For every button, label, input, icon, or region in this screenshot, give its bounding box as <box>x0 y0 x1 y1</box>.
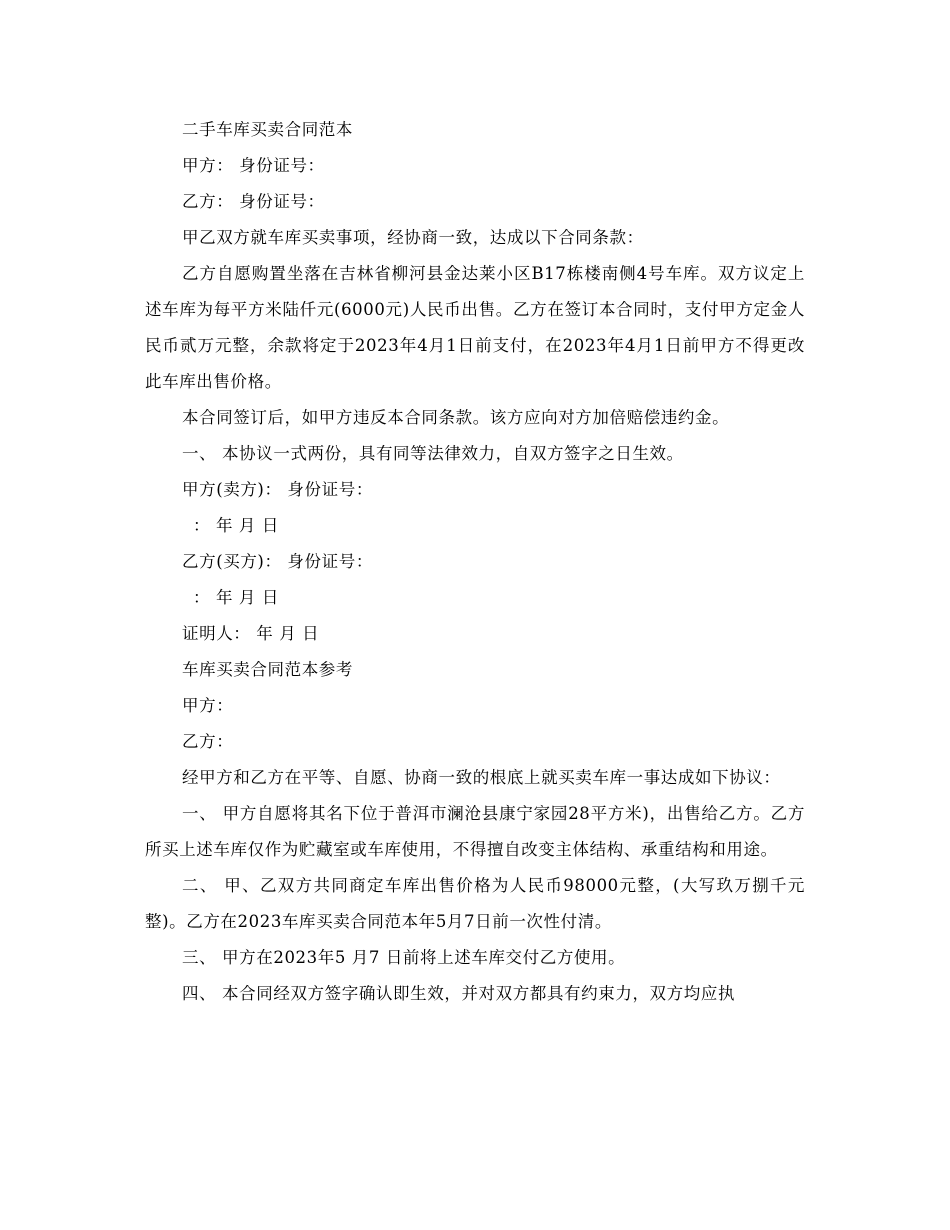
document-page <box>145 112 805 1012</box>
clause-2: 二、 甲、乙双方共同商定车库出售价格为人民币98000元整，(大写玖万捌千元整)。乙方在2023车库买卖合同范本年5月7日前一次性付清。 <box>145 876 805 931</box>
breach-clause: 本合同签订后，如甲方违反本合同条款。该方应向对方加倍赔偿违约金。 <box>182 408 730 427</box>
document-title: 二手车库买卖合同范本 <box>182 120 353 139</box>
clause-1: 一、 甲方自愿将其名下位于普洱市澜沧县康宁家园28平方米)，出售给乙方。乙方所买上述车库仅作为贮藏室或车库使用，不得擅自改变主体结构、承重结构和用途。 <box>145 804 805 859</box>
witness-line: 证明人： 年 月 日 <box>182 624 320 643</box>
party-a-line: 甲方： 身份证号： <box>182 156 325 175</box>
party-b-line: 乙方： 身份证号： <box>182 192 325 211</box>
buyer-signature-line: 乙方(买方)： 身份证号： <box>182 552 373 571</box>
party-a-label: 甲方： <box>182 696 234 715</box>
party-b-label: 乙方： <box>182 732 234 751</box>
purchase-clause: 乙方自愿购置坐落在吉林省柳河县金达莱小区B17栋楼南侧4号车库。双方议定上述车库为每平方米陆仟元(6000元)人民币出售。乙方在签订本合同时，支付甲方定金人民币贰万元整，余款将定于2023年4月1日前支付，在2023年4月1日前甲方不得更改此车库出售价格。 <box>145 264 805 391</box>
copies-clause: 一、 本协议一式两份，具有同等法律效力，自双方签字之日生效。 <box>182 444 684 463</box>
agreement-intro: 甲乙双方就车库买卖事项，经协商一致，达成以下合同条款： <box>182 228 644 247</box>
seller-date-line: ： 年 月 日 <box>193 516 279 535</box>
buyer-date-line: ： 年 月 日 <box>193 588 279 607</box>
clause-3: 三、 甲方在2023年5 月7 日前将上述车库交付乙方使用。 <box>182 948 626 967</box>
agreement-preamble: 经甲方和乙方在平等、自愿、协商一致的根底上就买卖车库一事达成如下协议： <box>182 768 781 787</box>
section-title-reference: 车库买卖合同范本参考 <box>182 660 353 679</box>
seller-signature-line: 甲方(卖方)： 身份证号： <box>182 480 373 499</box>
clause-4: 四、 本合同经双方签字确认即生效，并对双方都具有约束力，双方均应执 <box>182 984 736 1003</box>
